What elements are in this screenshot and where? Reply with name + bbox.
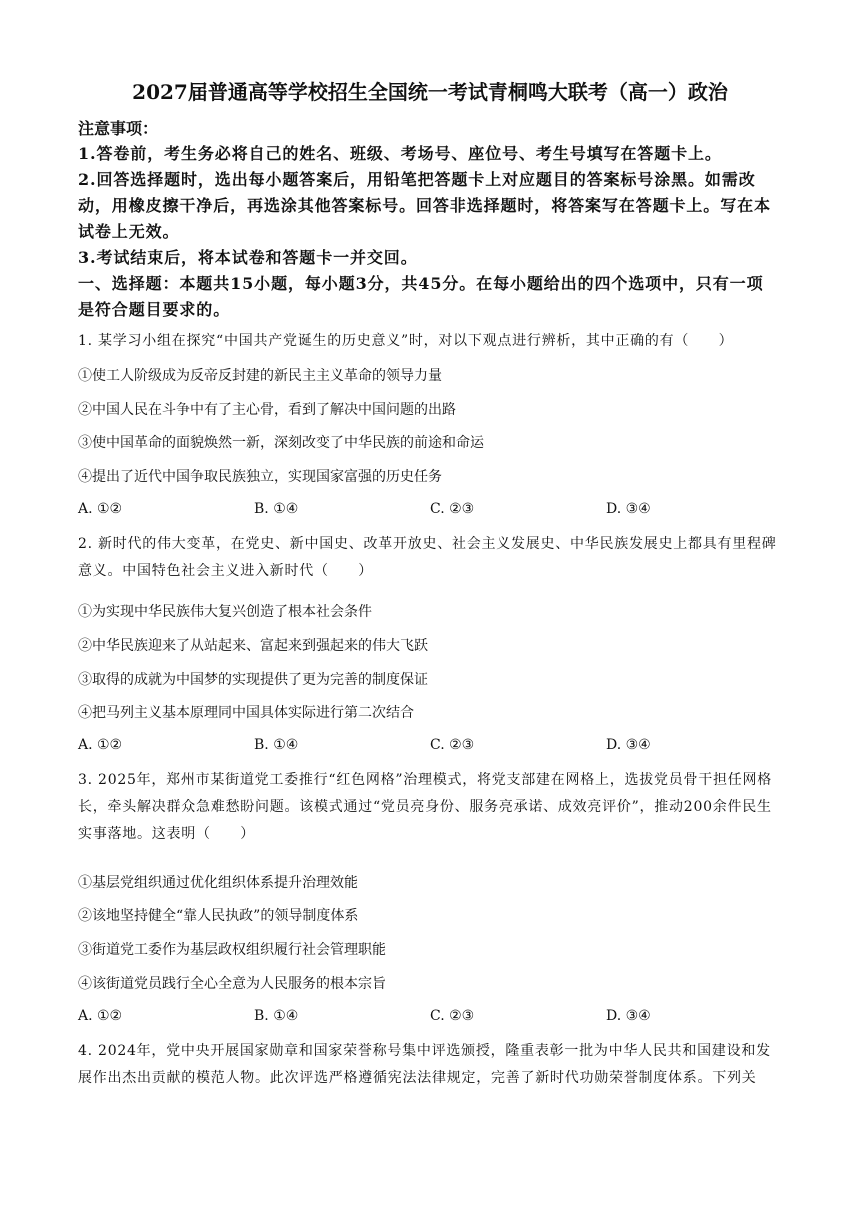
question-option: ①基层党组织通过优化组织体系提升治理效能 <box>78 875 358 891</box>
question-stem: 3. 2025年，郑州市某街道党工委推行“红色网格”治理模式，将党支部建在网格上，选拔党员骨干担任网格长，牵头解决群众急难愁盼问题。该模式通过“党员亮身份、服务亮承诺、成效亮评价”，推动200余件民生实事落地。这表明（ ） <box>78 772 772 842</box>
choice-a: A. ①② <box>78 737 123 753</box>
question-option: ③取得的成就为中国梦的实现提供了更为完善的制度保证 <box>78 672 428 688</box>
choice-d: D. ③④ <box>606 1008 651 1024</box>
notice-item: 1.答卷前，考生务必将自己的姓名、班级、考场号、座位号、考生号填写在答题卡上。 <box>78 144 722 163</box>
choice-c: C. ②③ <box>430 501 475 517</box>
question-stem: 1. 某学习小组在探究“中国共产党诞生的历史意义”时，对以下观点进行辨析，其中正确的有（ ） <box>78 333 734 349</box>
question-option: ④把马列主义基本原理同中国具体实际进行第二次结合 <box>78 705 414 721</box>
notice-item: 2.回答选择题时，选出每小题答案后，用铅笔把答题卡上对应题目的答案标号涂黑。如需改动，用橡皮擦干净后，再选涂其他答案标号。回答非选择题时，将答案写在答题卡上。写在本试卷上无效。 <box>78 170 771 241</box>
question-stem: 2. 新时代的伟大变革，在党史、新中国史、改革开放史、社会主义发展史、中华民族发展史上都具有里程碑意义。中国特色社会主义进入新时代（ ） <box>78 536 777 579</box>
notice-heading: 注意事项： <box>78 119 159 138</box>
choice-c: C. ②③ <box>430 1008 475 1024</box>
question-option: ②中华民族迎来了从站起来、富起来到强起来的伟大飞跃 <box>78 638 428 654</box>
answer-choices <box>78 501 778 521</box>
choice-d: D. ③④ <box>606 737 651 753</box>
question-option: ③使中国革命的面貌焕然一新，深刻改变了中华民族的前途和命运 <box>78 435 484 451</box>
question-option: ②中国人民在斗争中有了主心骨，看到了解决中国问题的出路 <box>78 402 456 418</box>
question-option: ①使工人阶级成为反帝反封建的新民主主义革命的领导力量 <box>78 368 442 384</box>
choice-b: B. ①④ <box>254 501 299 517</box>
choice-b: B. ①④ <box>254 737 299 753</box>
choice-a: A. ①② <box>78 1008 123 1024</box>
question-stem: 4. 2024年，党中央开展国家勋章和国家荣誉称号集中评选颁授，隆重表彰一批为中华人民共和国建设和发展作出杰出贡献的模范人物。此次评选严格遵循宪法法律规定，完善了新时代功勋荣誉制度体系。下列关 <box>78 1043 771 1086</box>
choice-a: A. ①② <box>78 501 123 517</box>
choice-d: D. ③④ <box>606 501 651 517</box>
question-option: ①为实现中华民族伟大复兴创造了根本社会条件 <box>78 604 372 620</box>
choice-c: C. ②③ <box>430 737 475 753</box>
exam-title: 2027届普通高等学校招生全国统一考试青桐鸣大联考（高一）政治 <box>132 80 728 104</box>
question-option: ②该地坚持健全“靠人民执政”的领导制度体系 <box>78 908 359 924</box>
question-option: ④提出了近代中国争取民族独立，实现国家富强的历史任务 <box>78 469 442 485</box>
choice-b: B. ①④ <box>254 1008 299 1024</box>
question-option: ④该街道党员践行全心全意为人民服务的根本宗旨 <box>78 976 386 992</box>
notice-item: 3.考试结束后，将本试卷和答题卡一并交回。 <box>78 248 418 267</box>
answer-choices <box>78 1008 778 1028</box>
section-heading: 一、选择题：本题共15小题，每小题3分，共45分。在每小题给出的四个选项中，只有一项是符合题目要求的。 <box>78 274 764 319</box>
answer-choices <box>78 737 778 757</box>
question-option: ③街道党工委作为基层政权组织履行社会管理职能 <box>78 942 386 958</box>
